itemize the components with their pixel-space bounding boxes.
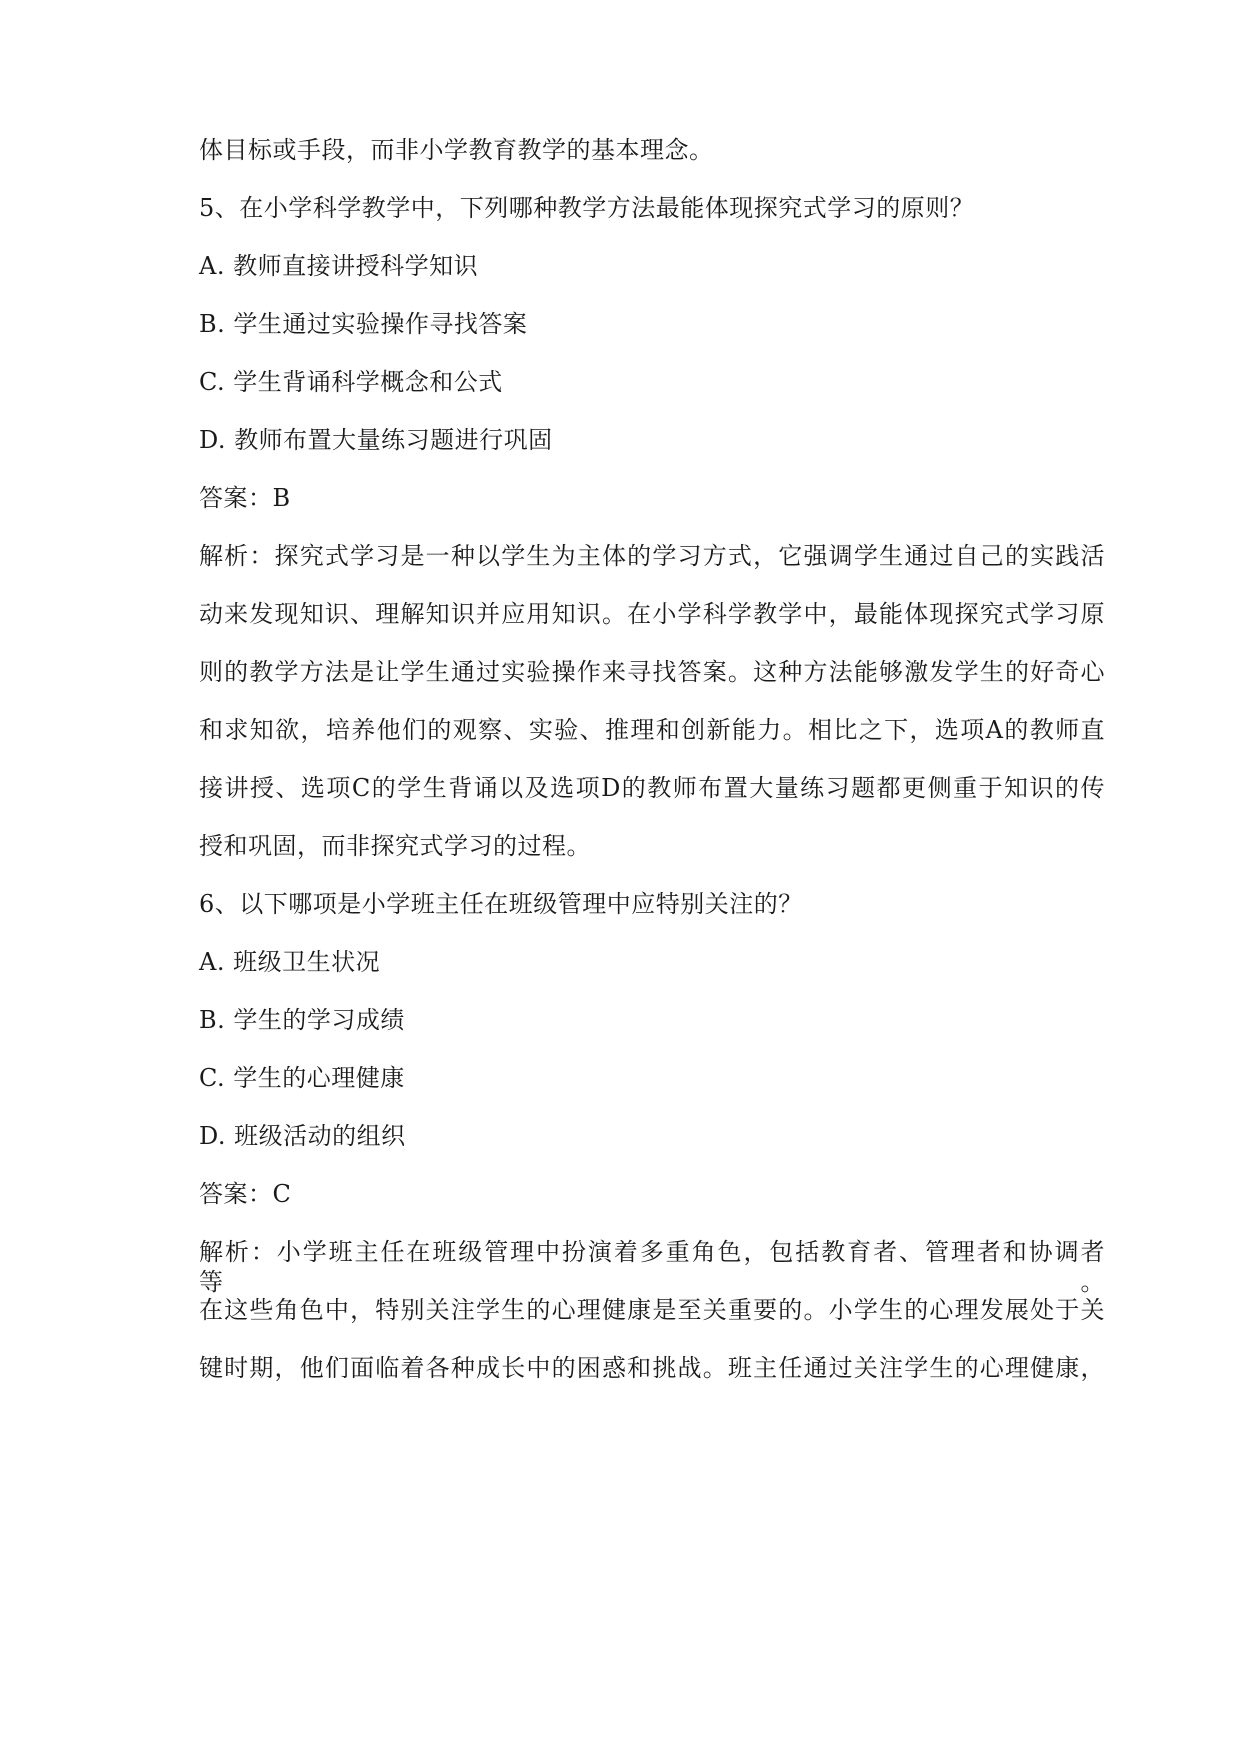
question-6: 6、以下哪项是小学班主任在班级管理中应特别关注的？ (199, 890, 803, 918)
q5-explanation-line: 和求知欲，培养他们的观察、实验、推理和创新能力。相比之下，选项A的教师直 (199, 716, 1105, 744)
q5-option-a: A. 教师直接讲授科学知识 (199, 252, 479, 280)
q5-explanation-line: 则的教学方法是让学生通过实验操作来寻找答案。这种方法能够激发学生的好奇心 (199, 658, 1105, 686)
q5-option-d: D. 教师布置大量练习题进行巩固 (199, 426, 553, 454)
q6-option-d: D. 班级活动的组织 (199, 1122, 406, 1150)
q5-answer: 答案：B (199, 484, 291, 512)
q5-explanation-line: 解析：探究式学习是一种以学生为主体的学习方式，它强调学生通过自己的实践活 (199, 542, 1105, 570)
q6-option-c: C. 学生的心理健康 (199, 1064, 405, 1092)
q5-option-c: C. 学生背诵科学概念和公式 (199, 368, 503, 396)
q5-explanation-line: 动来发现知识、理解知识并应用知识。在小学科学教学中，最能体现探究式学习原 (199, 600, 1105, 628)
q6-explanation-line: 在这些角色中，特别关注学生的心理健康是至关重要的。小学生的心理发展处于关 (199, 1296, 1105, 1324)
q6-explanation-line: 键时期，他们面临着各种成长中的困惑和挑战。班主任通过关注学生的心理健康， (199, 1354, 1105, 1382)
q6-option-a: A. 班级卫生状况 (199, 948, 381, 976)
q5-explanation-line: 授和巩固，而非探究式学习的过程。 (199, 832, 591, 860)
q6-answer: 答案：C (199, 1180, 292, 1208)
question-5: 5、在小学科学教学中，下列哪种教学方法最能体现探究式学习的原则？ (199, 194, 975, 222)
q6-option-b: B. 学生的学习成绩 (199, 1006, 405, 1034)
q5-explanation-line: 接讲授、选项C的学生背诵以及选项D的教师布置大量练习题都更侧重于知识的传 (199, 774, 1105, 802)
paragraph-continuation: 体目标或手段，而非小学教育教学的基本理念。 (199, 136, 714, 164)
q6-explanation-line: 解析：小学班主任在班级管理中扮演着多重角色，包括教育者、管理者和协调者等。 (199, 1238, 1105, 1296)
q5-option-b: B. 学生通过实验操作寻找答案 (199, 310, 528, 338)
